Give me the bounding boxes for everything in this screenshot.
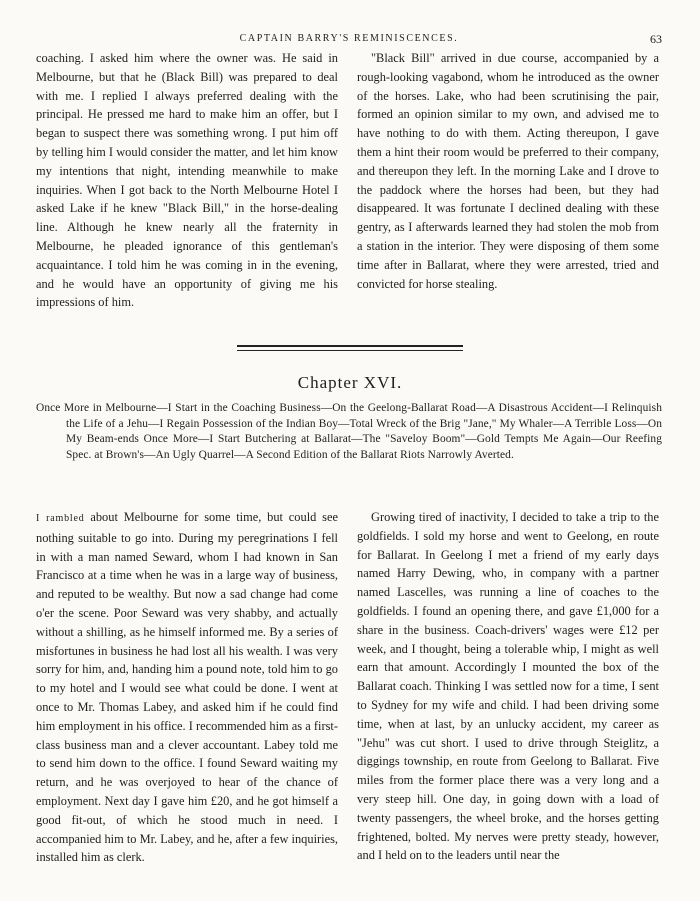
chapter-title: Chapter XVI. [297, 373, 403, 392]
section-divider [237, 345, 463, 351]
running-title: CAPTAIN BARRY'S REMINISCENCES. [239, 33, 459, 44]
paragraph: coaching. I asked him where the owner was. He said in Melbourne, but that he (Black Bill) was prepared to deal with me. I replied I always preferred dealing with the principal. He pressed me hard to make him an offer, but I began to suspect there was something wrong. I put him off by telling him I would consider the matter, and let him know my intentions that night, intending meanwhile to make inquiries. When I got back to the North Melbourne Hotel I asked Lake if he knew "Black Bill," in the horse-dealing line. Although he knew nearly all the fraternity in Melbourne, he pleaded ignorance of this gentleman's acquaintance. I told him he was coming in in the evening, and he would have an opportunity of giving me his impressions of him. [36, 51, 338, 310]
body-left-column [36, 508, 338, 867]
page-number: 63 [650, 32, 662, 46]
paragraph: Growing tired of inactivity, I decided to take a trip to the goldfields. I sold my horse and went to Geelong, en route for Ballarat. In Geelong I met a friend of my early days named Harry Dewing, who, in company with a partner named Lascelles, was running a line of coaches to the goldfields. I found an opening there, and gave £1,000 for a share in the business. Coach-drivers' wages were £12 per week, and I thought, being a tolerable whip, I might as well earn that amount. Accordingly I mounted the box of the Ballarat coach. Thinking I was settled now for a time, I sent to Sydney for my wife and child. I had been driving some time, when at last, by an unlucky accident, my career as "Jehu" was cut short. I used to drive through Steiglitz, a diggings township, en route from Geelong to Ballarat. Five miles from the former place there was a very long and a very steep hill. One day, in going down with a load of twenty passengers, the wheel broke, and the horses getting frightened, bolted. My nerves were pretty steady, however, and I held on to the leaders until near the [357, 510, 659, 863]
top-right-column [357, 49, 659, 293]
opening-paragraph [36, 508, 338, 867]
body-right-column [357, 508, 659, 865]
paragraph: "Black Bill" arrived in due course, accompanied by a rough-looking vagabond, whom he introduced as the owner of the horses. Lake, who had been scrutinising the pair, formed an opinion similar to my own, and advised me to have nothing to do with them. Acting thereupon, I gave them a hint their room would be preferred to their company, and thereupon they left. In the morning Lake and I drove to the paddock where the horses had been, but they had disappeared. It was fortunate I declined dealing with these gentry, as I afterwards learned they had stolen the mob from a station in the interior. They were disposing of them some time after in Ballarat, where they were arrested, tried and convicted for horse stealing. [357, 51, 659, 291]
running-header [36, 33, 662, 49]
paragraph-text: about Melbourne for some time, but could see nothing suitable to go into. During my peregrinations I fell in with a man named Seward, whom I had known in San Francisco at a time when he was in a large way of business, and reputed to be wealthy. But now a sad change had come o'er the scene. Poor Seward was very shabby, and actually without a shilling, as he himself informed me. By a series of misfortunes in business he had lost all his wealth. I was very sorry for him, and, handing him a pound note, told him to go to my hotel and I would see what could be done. I went at once to Mr. Thomas Labey, and asked him if he could find him employment in his office. I recommended him as a first-class business man and a clever accountant. Labey told me to send him down to the office. I found Seward waiting my return, and he was overjoyed to hear of the chance of employment. Next day I gave him £20, and he got himself a good fit-out, of which he stood much in need. I accompanied him to Mr. Labey, and he, after a few inquiries, installed him as clerk. [36, 510, 338, 865]
top-left-column [36, 49, 338, 312]
chapter-synopsis: Once More in Melbourne—I Start in the Coaching Business—On the Geelong-Ballarat Road—A Disastrous Accident—I Relinquish the Life of a Jehu—I Regain Possession of the Indian Boy—Total Wreck of the Brig "Jane," My Whaler—A Terrible Loss—On My Beam-ends Once More—I Start Butchering at Ballarat—The "Saveloy Boom"—Gold Tempts Me Again—Our Reefing Spec. at Brown's—An Ugly Quarrel—A Second Edition of the Ballarat Riots Narrowly Averted. [36, 402, 662, 462]
lead-word: I rambled [36, 513, 85, 524]
